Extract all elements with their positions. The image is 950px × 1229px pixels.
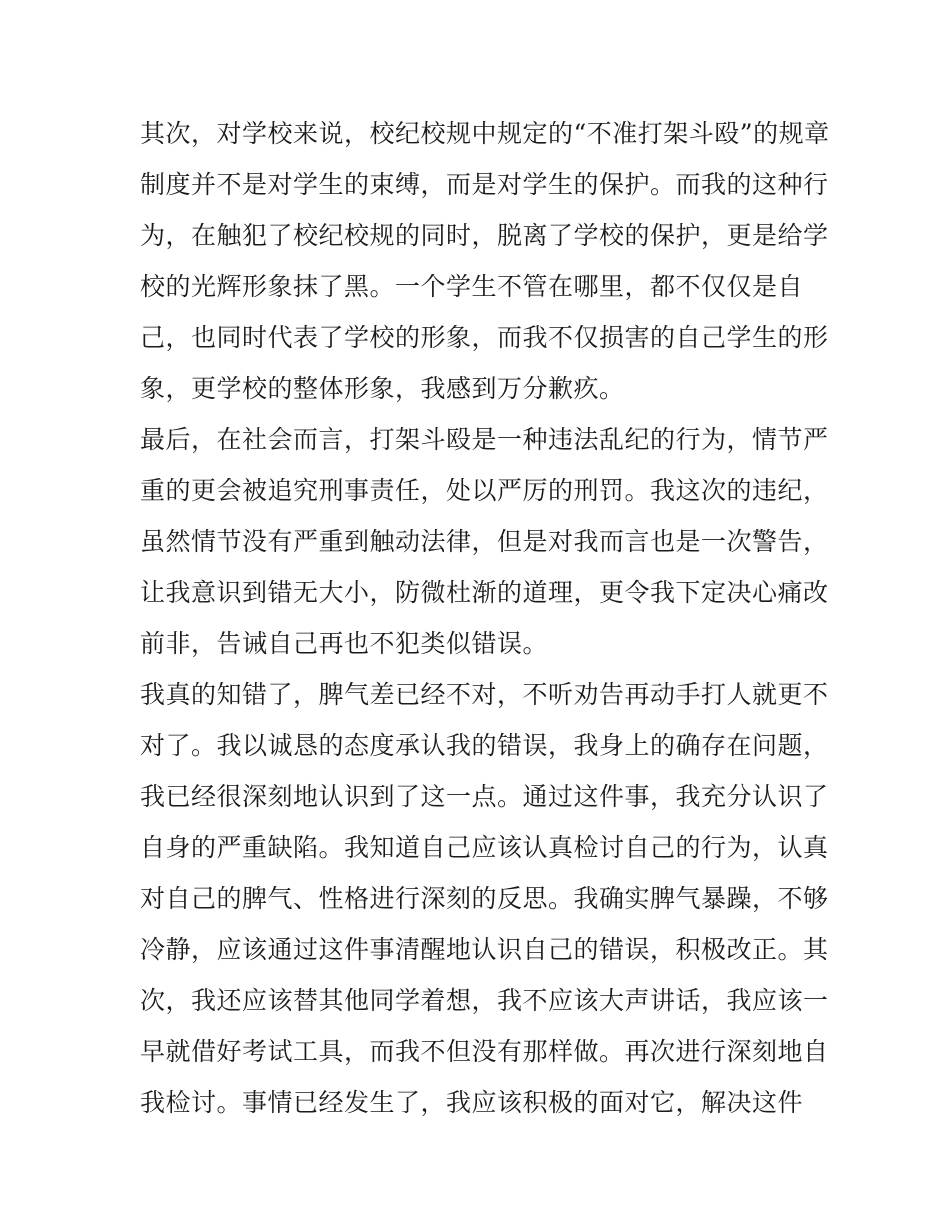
paragraph-2 bbox=[140, 414, 829, 669]
text-line: 校的光辉形象抹了黑。一个学生不管在哪里，都不仅仅是自 bbox=[140, 272, 804, 301]
text-line: 我检讨。事情已经发生了，我应该积极的面对它，解决这件 bbox=[140, 1088, 804, 1117]
text-line: 我已经很深刻地认识到了这一点。通过这件事，我充分认识了 bbox=[140, 782, 829, 811]
text-line: 对自己的脾气、性格进行深刻的反思。我确实脾气暴躁，不够 bbox=[140, 884, 829, 913]
text-line: 早就借好考试工具，而我不但没有那样做。再次进行深刻地自 bbox=[140, 1037, 829, 1066]
text-line: 自身的严重缺陷。我知道自己应该认真检讨自己的行为，认真 bbox=[140, 833, 829, 862]
text-line: 对了。我以诚恳的态度承认我的错误，我身上的确存在问题， bbox=[140, 731, 829, 760]
text-line: 次，我还应该替其他同学着想，我不应该大声讲话，我应该一 bbox=[140, 986, 829, 1015]
text-line: 制度并不是对学生的束缚，而是对学生的保护。而我的这种行 bbox=[140, 170, 829, 199]
paragraph-1 bbox=[140, 108, 830, 414]
text-line: 己，也同时代表了学校的形象，而我不仅损害的自己学生的形 bbox=[140, 323, 829, 352]
text-line: 其次，对学校来说，校纪校规中规定的“不准打架斗殴”的规章 bbox=[140, 119, 830, 148]
text-line: 让我意识到错无大小，防微杜渐的道理，更令我下定决心痛改 bbox=[140, 578, 829, 607]
text-line: 最后，在社会而言，打架斗殴是一种违法乱纪的行为，情节严 bbox=[140, 425, 829, 454]
paragraph-3 bbox=[140, 669, 829, 1128]
text-line: 虽然情节没有严重到触动法律，但是对我而言也是一次警告， bbox=[140, 527, 829, 556]
text-line: 我真的知错了，脾气差已经不对，不听劝告再动手打人就更不 bbox=[140, 680, 829, 709]
text-line: 前非，告诫自己再也不犯类似错误。 bbox=[140, 629, 549, 658]
text-line: 象，更学校的整体形象，我感到万分歉疚。 bbox=[140, 374, 625, 403]
text-line: 为，在触犯了校纪校规的同时，脱离了学校的保护，更是给学 bbox=[140, 221, 829, 250]
text-line: 冷静，应该通过这件事清醒地认识自己的错误，积极改正。其 bbox=[140, 935, 829, 964]
text-line: 重的更会被追究刑事责任，处以严厉的刑罚。我这次的违纪， bbox=[140, 476, 829, 505]
document-body bbox=[140, 108, 830, 1128]
